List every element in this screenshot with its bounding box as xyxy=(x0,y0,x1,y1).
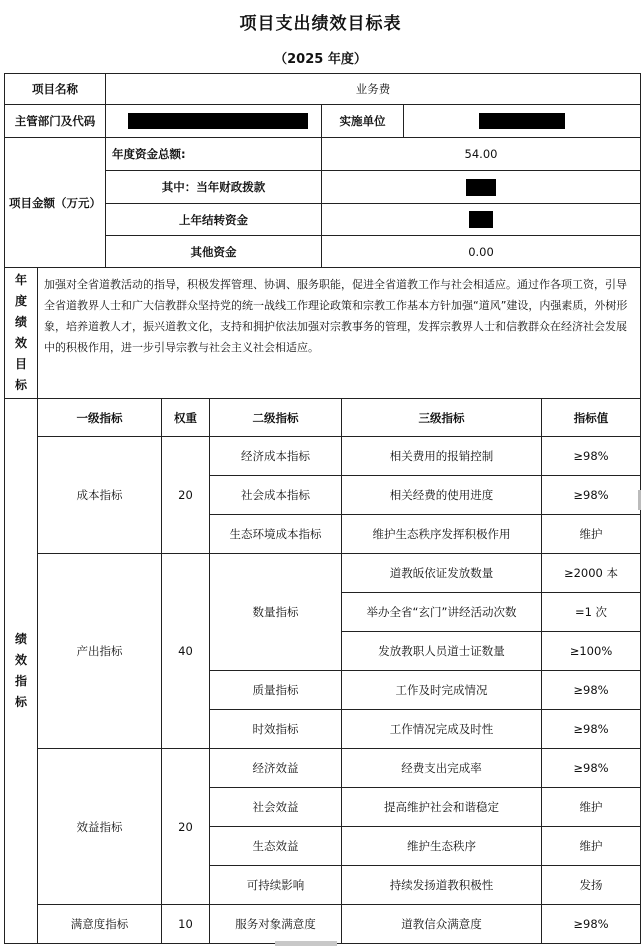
goal-label-char: 标 xyxy=(14,378,27,392)
indicator-row xyxy=(5,437,641,476)
indicator-weight: 20 xyxy=(162,749,210,905)
dept-label: 主管部门及代码 xyxy=(5,105,106,138)
dept-value xyxy=(106,105,322,138)
indicator-header-cell: 一级指标 xyxy=(38,399,162,437)
level3-indicator: 工作及时完成情况 xyxy=(342,671,542,710)
project-name-value: 业务费 xyxy=(106,74,641,105)
level2-indicator: 质量指标 xyxy=(210,671,342,710)
total-value: 54.00 xyxy=(322,138,641,171)
redaction-block xyxy=(479,113,565,129)
indicator-header-cell: 权重 xyxy=(162,399,210,437)
indicator-value: ≥2000 本 xyxy=(542,554,641,593)
level2-indicator: 生态效益 xyxy=(210,827,342,866)
page-tab-indicator xyxy=(275,941,337,946)
level3-indicator: 道教皈依证发放数量 xyxy=(342,554,542,593)
level3-indicator: 道教信众满意度 xyxy=(342,905,542,944)
level3-indicator: 维护生态秩序 xyxy=(342,827,542,866)
indicator-row xyxy=(5,554,641,593)
other-value: 0.00 xyxy=(322,236,641,268)
level3-indicator: 持续发扬道教积极性 xyxy=(342,866,542,905)
level2-indicator: 可持续影响 xyxy=(210,866,342,905)
indicator-weight: 10 xyxy=(162,905,210,944)
indicator-weight: 40 xyxy=(162,554,210,749)
redaction-block xyxy=(128,113,308,129)
level2-indicator: 时效指标 xyxy=(210,710,342,749)
indicator-value: ≥98% xyxy=(542,749,641,788)
indicator-row xyxy=(5,749,641,788)
level2-indicator: 数量指标 xyxy=(210,554,342,671)
level3-indicator: 相关费用的报销控制 xyxy=(342,437,542,476)
level3-indicator: 提高维护社会和谐稳定 xyxy=(342,788,542,827)
indicator-header-cell: 指标值 xyxy=(542,399,641,437)
indicator-value: 发扬 xyxy=(542,866,641,905)
indicator-value: ≥98% xyxy=(542,671,641,710)
carryover-label: 上年结转资金 xyxy=(106,204,322,236)
goal-label-char: 年 xyxy=(14,273,27,287)
project-info-table xyxy=(4,73,641,268)
indicator-value: 维护 xyxy=(542,827,641,866)
level2-indicator: 服务对象满意度 xyxy=(210,905,342,944)
redaction-block xyxy=(469,211,493,228)
indicator-header-row xyxy=(5,399,641,437)
indicator-section-char: 绩 xyxy=(14,632,27,646)
unit-label: 实施单位 xyxy=(322,105,404,138)
indicator-header-cell: 三级指标 xyxy=(342,399,542,437)
current-value xyxy=(322,171,641,204)
indicator-header-cell: 二级指标 xyxy=(210,399,342,437)
indicator-value: 维护 xyxy=(542,788,641,827)
indicator-value: =1 次 xyxy=(542,593,641,632)
indicator-section-char: 效 xyxy=(14,653,27,667)
goal-text: 加强对全省道教活动的指导，积极发挥管理、协调、服务职能，促进全省道教工作与社会相适应。通过作各项工资，引导全省道教界人士和广大信教群众坚持党的统一战线工作理论政策和宗教工作基本方针加强“道风”建设，内强素质，外树形象，培养道教人才，振兴道教文化，支持和拥护依法加强对宗教事务的管理，发挥宗教界人士和信教群众在经济社会发展中的积极作用，进一步引导宗教与社会主义社会相适应。 xyxy=(38,268,641,399)
level3-indicator: 相关经费的使用进度 xyxy=(342,476,542,515)
level2-indicator: 经济成本指标 xyxy=(210,437,342,476)
goal-label xyxy=(5,268,38,399)
level1-indicator: 满意度指标 xyxy=(38,905,162,944)
indicator-value: ≥98% xyxy=(542,476,641,515)
level2-indicator: 社会效益 xyxy=(210,788,342,827)
page-subtitle: （2025 年度） xyxy=(274,52,367,67)
goal-label-char: 目 xyxy=(14,357,27,371)
indicator-table xyxy=(4,398,641,944)
level3-indicator: 发放教职人员道士证数量 xyxy=(342,632,542,671)
indicator-section-char: 指 xyxy=(14,674,27,688)
goal-label-char: 效 xyxy=(14,336,27,350)
indicator-value: ≥98% xyxy=(542,710,641,749)
total-label: 年度资金总额: xyxy=(106,138,322,171)
level3-indicator: 工作情况完成及时性 xyxy=(342,710,542,749)
indicator-section-label xyxy=(5,399,38,944)
level3-indicator: 维护生态秩序发挥积极作用 xyxy=(342,515,542,554)
indicator-value: 维护 xyxy=(542,515,641,554)
level1-indicator: 成本指标 xyxy=(38,437,162,554)
goal-table xyxy=(4,267,641,399)
goal-label-char: 度 xyxy=(14,294,27,308)
unit-value xyxy=(404,105,641,138)
indicator-row xyxy=(5,905,641,944)
level3-indicator: 经费支出完成率 xyxy=(342,749,542,788)
level2-indicator: 生态环境成本指标 xyxy=(210,515,342,554)
project-name-label: 项目名称 xyxy=(5,74,106,105)
other-label: 其他资金 xyxy=(106,236,322,268)
indicator-weight: 20 xyxy=(162,437,210,554)
level2-indicator: 社会成本指标 xyxy=(210,476,342,515)
level2-indicator: 经济效益 xyxy=(210,749,342,788)
current-label: 其中：当年财政拨款 xyxy=(106,171,322,204)
indicator-value: ≥98% xyxy=(542,905,641,944)
level1-indicator: 产出指标 xyxy=(38,554,162,749)
amount-label: 项目金额（万元） xyxy=(5,138,106,268)
indicator-section-char: 标 xyxy=(14,695,27,709)
carryover-value xyxy=(322,204,641,236)
goal-label-char: 绩 xyxy=(14,315,27,329)
page-title: 项目支出绩效目标表 xyxy=(239,14,402,34)
indicator-value: ≥100% xyxy=(542,632,641,671)
redaction-block xyxy=(466,179,496,196)
indicator-value: ≥98% xyxy=(542,437,641,476)
level3-indicator: 举办全省“玄门”讲经活动次数 xyxy=(342,593,542,632)
level1-indicator: 效益指标 xyxy=(38,749,162,905)
